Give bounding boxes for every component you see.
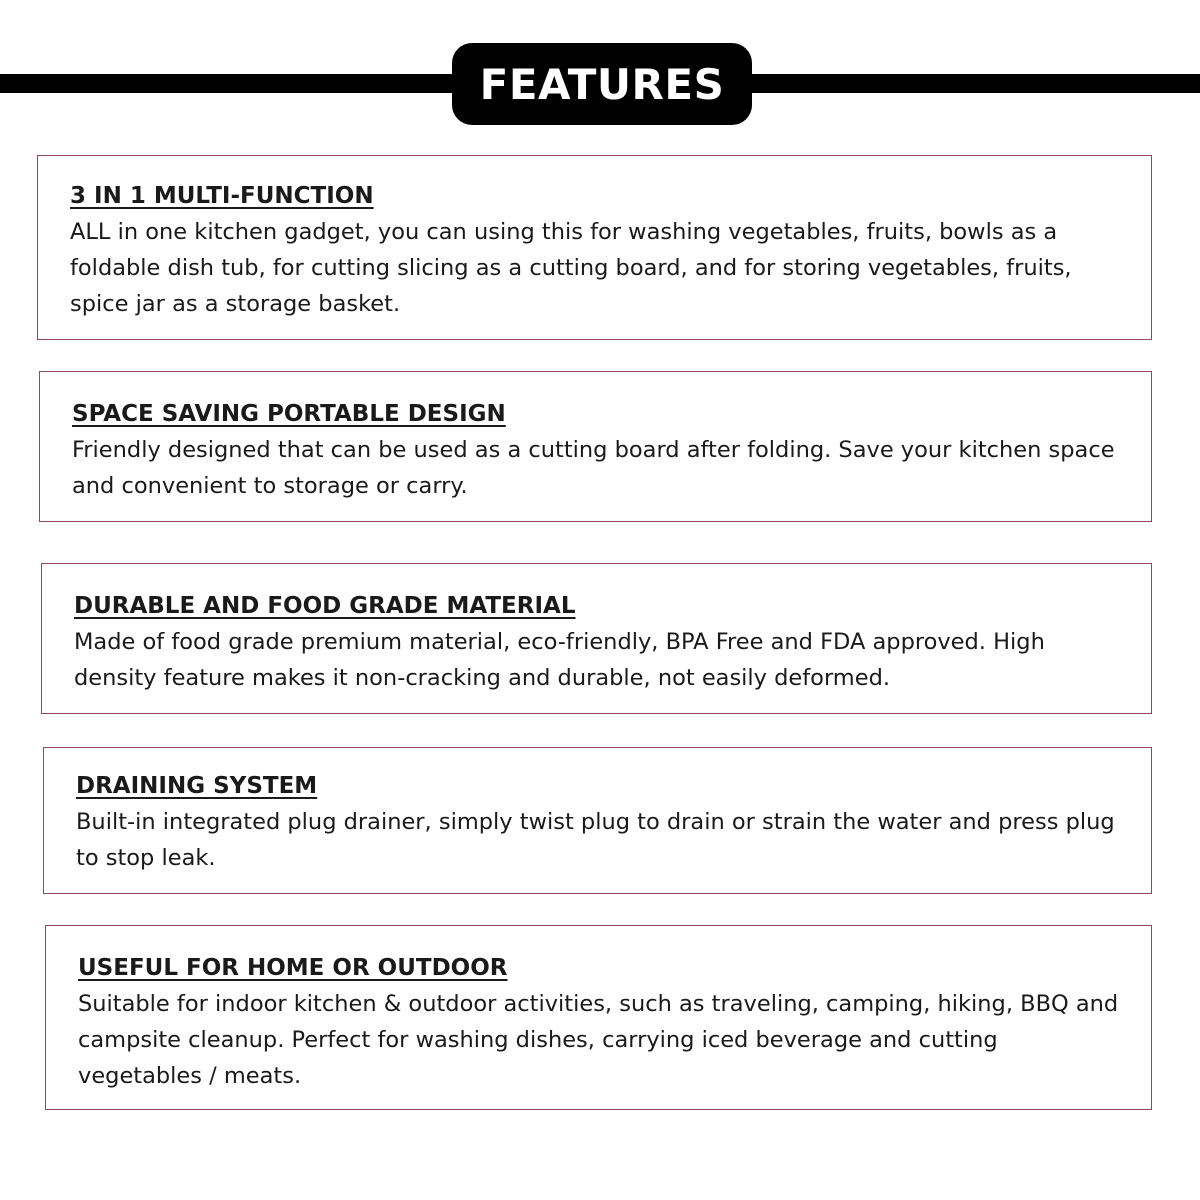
feature-heading: DRAINING SYSTEM [76,773,318,799]
feature-heading: 3 IN 1 MULTI-FUNCTION [70,183,374,209]
feature-card-home-outdoor [45,925,1152,1110]
feature-card-space-saving [39,371,1152,522]
feature-description: Built-in integrated plug drainer, simply twist plug to drain or strain the water and press plug to stop leak. [76,809,1115,871]
feature-description: ALL in one kitchen gadget, you can using this for washing vegetables, fruits, bowls as a foldable dish tub, for cutting slicing as a cutting board, and for storing vegetables, fruits, spice jar as a storage basket. [70,219,1072,317]
feature-heading: USEFUL FOR HOME OR OUTDOOR [78,955,508,981]
feature-card-multi-function [37,155,1152,340]
feature-heading: DURABLE AND FOOD GRADE MATERIAL [74,593,576,619]
feature-heading: SPACE SAVING PORTABLE DESIGN [72,401,506,427]
feature-description: Suitable for indoor kitchen & outdoor activities, such as traveling, camping, hiking, BBQ and campsite cleanup. Perfect for washing dishes, carrying iced beverage and cutting vegetables / meats. [78,991,1119,1089]
feature-card-durable-material [41,563,1152,714]
feature-card-draining-system [43,747,1152,894]
header-badge [452,43,752,125]
feature-description: Friendly designed that can be used as a cutting board after folding. Save your kitchen space and convenient to storage or carry. [72,437,1115,499]
page-title: FEATURES [479,59,725,109]
feature-description: Made of food grade premium material, eco-friendly, BPA Free and FDA approved. High density feature makes it non-cracking and durable, not easily deformed. [74,629,1045,691]
